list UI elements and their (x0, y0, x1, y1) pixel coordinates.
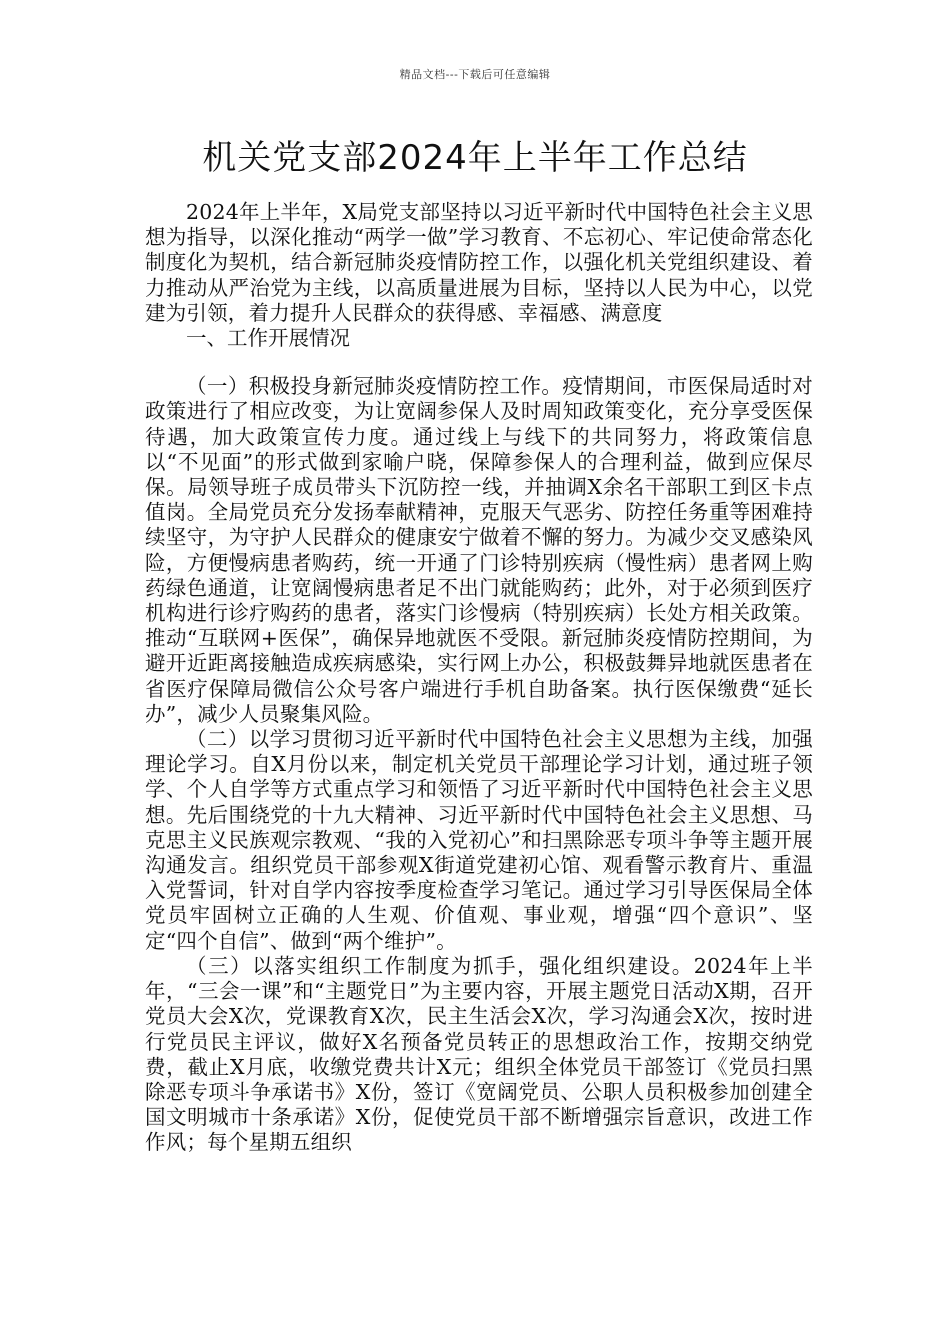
paragraph-theory-study: （二）以学习贯彻习近平新时代中国特色社会主义思想为主线，加强理论学习。自X月份以来，制定机关党员干部理论学习计划，通过班子领学、个人自学等方式重点学习和领悟了习近平新时代中国特色社会主义思想。先后围绕党的十九大精神、习近平新时代中国特色社会主义思想、马克思主义民族观宗教观、“我的入党初心”和扫黑除恶专项斗争等主题开展沟通发言。组织党员干部参观X街道党建初心馆、观看警示教育片、重温入党誓词，针对自学内容按季度检查学习笔记。通过学习引导医保局全体党员牢固树立正确的人生观、价值观、事业观，增强“四个意识”、坚定“四个自信”、做到“两个维护”。 (145, 727, 813, 953)
document-body (145, 200, 813, 1156)
paragraph-organization-building: （三）以落实组织工作制度为抓手，强化组织建设。2024年上半年，“三会一课”和“主题党日”为主要内容，开展主题党日活动X期，召开党员大会X次，党课教育X次，民主生活会X次，学习沟通会X次，按时进行党员民主评议，做好X名预备党员转正的思想政治工作，按期交纳党费，截止X月底，收缴党费共计X元；组织全体党员干部签订《党员扫黑除恶专项斗争承诺书》X份，签订《宽阔党员、公职人员积极参加创建全国文明城市十条承诺》X份，促使党员干部不断增强宗旨意识，改进工作作风；每个星期五组织 (145, 953, 813, 1155)
document-title: 机关党支部2024年上半年工作总结 (202, 138, 748, 178)
paragraph-epidemic-control: （一）积极投身新冠肺炎疫情防控工作。疫情期间，市医保局适时对政策进行了相应改变，为让宽阔参保人及时周知政策变化，充分享受医保待遇，加大政策宣传力度。通过线上与线下的共同努力，将政策信息以“不见面”的形式做到家喻户晓，保障参保人的合理利益，做到应保尽保。局领导班子成员带头下沉防控一线，并抽调X余名干部职工到区卡点值岗。全局党员充分发扬奉献精神，克服天气恶劣、防控任务重等困难持续坚守，为守护人民群众的健康安宁做着不懈的努力。为减少交叉感染风险，方便慢病患者购药，统一开通了门诊特别疾病（慢性病）患者网上购药绿色通道，让宽阔慢病患者足不出门就能购药；此外，对于必须到医疗机构进行诊疗购药的患者，落实门诊慢病（特别疾病）长处方相关政策。推动“互联网+医保”，确保异地就医不受限。新冠肺炎疫情防控期间，为避开近距离接触造成疾病感染，实行网上办公，积极鼓舞异地就医患者在省医疗保障局微信公众号客户端进行手机自助备案。执行医保缴费“延长办”，减少人员聚集风险。 (145, 374, 813, 726)
intro-paragraph: 2024年上半年，X局党支部坚持以习近平新时代中国特色社会主义思想为指导，以深化推动“两学一做”学习教育、不忘初心、牢记使命常态化制度化为契机，结合新冠肺炎疫情防控工作，以强化机关党组织建设、着力推动从严治党为主线，以高质量进展为目标，坚持以人民为中心，以党建为引领，着力提升人民群众的获得感、幸福感、满意度 (145, 200, 813, 325)
section-heading: 一、工作开展情况 (186, 326, 350, 351)
header-note: 精品文档---下载后可任意编辑 (399, 68, 551, 81)
